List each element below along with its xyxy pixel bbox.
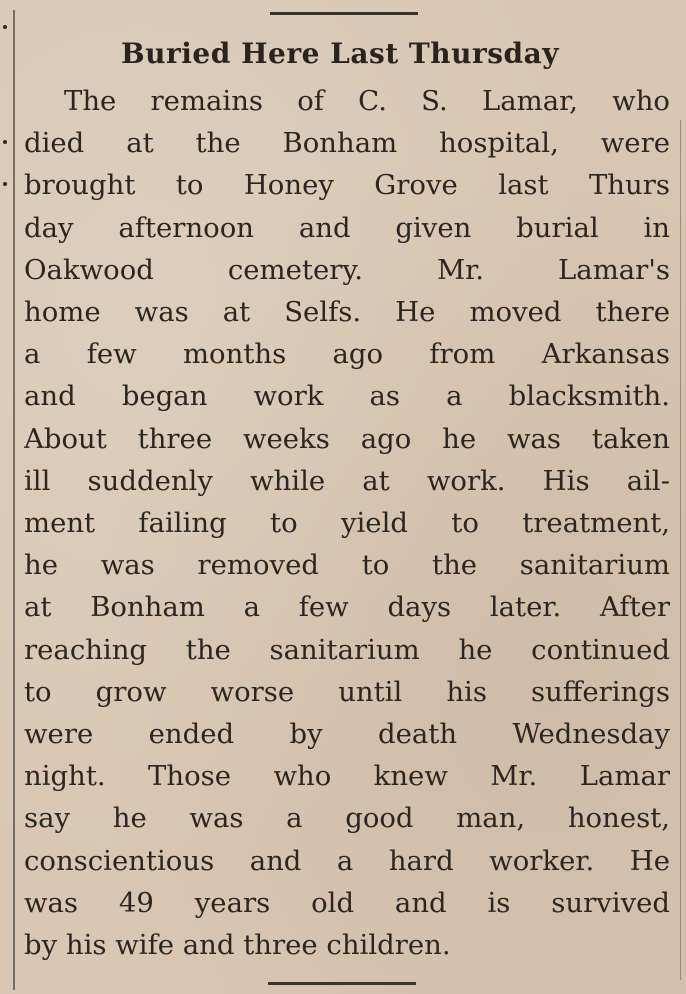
article-line: day afternoon and given burial in (24, 211, 670, 244)
article-line: home was at Selfs. He moved there (24, 296, 670, 329)
article-body (24, 80, 670, 966)
article-line: Oakwood cemetery. Mr. Lamar's (24, 253, 670, 286)
top-rule (270, 12, 418, 15)
left-column-rule (13, 10, 15, 990)
article-headline: Buried Here Last Thursday (121, 37, 559, 70)
article-line: About three weeks ago he was taken (24, 422, 670, 455)
article-line: he was removed to the sanitarium (24, 549, 670, 582)
article-line: brought to Honey Grove last Thurs (24, 169, 670, 202)
margin-mark (3, 182, 7, 186)
article-line: a few months ago from Arkansas (24, 338, 670, 371)
article-line: reaching the sanitarium he continued (24, 633, 670, 666)
article-line: by his wife and three children. (24, 929, 451, 962)
right-column-rule (680, 120, 681, 980)
article-line: ment failing to yield to treatment, (24, 507, 670, 540)
article-line: The remains of C. S. Lamar, who (64, 85, 670, 117)
article-line: say he was a good man, honest, (24, 802, 670, 835)
margin-mark (3, 140, 7, 144)
article-line: were ended by death Wednesday (24, 718, 670, 751)
article-line: was 49 years old and is survived (24, 886, 670, 919)
article-line: at Bonham a few days later. After (24, 591, 670, 624)
article-line: night. Those who knew Mr. Lamar (24, 760, 670, 793)
margin-mark (3, 25, 7, 29)
article-line: and began work as a blacksmith. (24, 380, 670, 413)
article-line: ill suddenly while at work. His ail- (24, 464, 670, 497)
article-line: died at the Bonham hospital, were (24, 127, 670, 160)
article-line: to grow worse until his sufferings (24, 675, 670, 708)
article-line: conscientious and a hard worker. He (24, 844, 670, 877)
bottom-rule (268, 982, 416, 985)
